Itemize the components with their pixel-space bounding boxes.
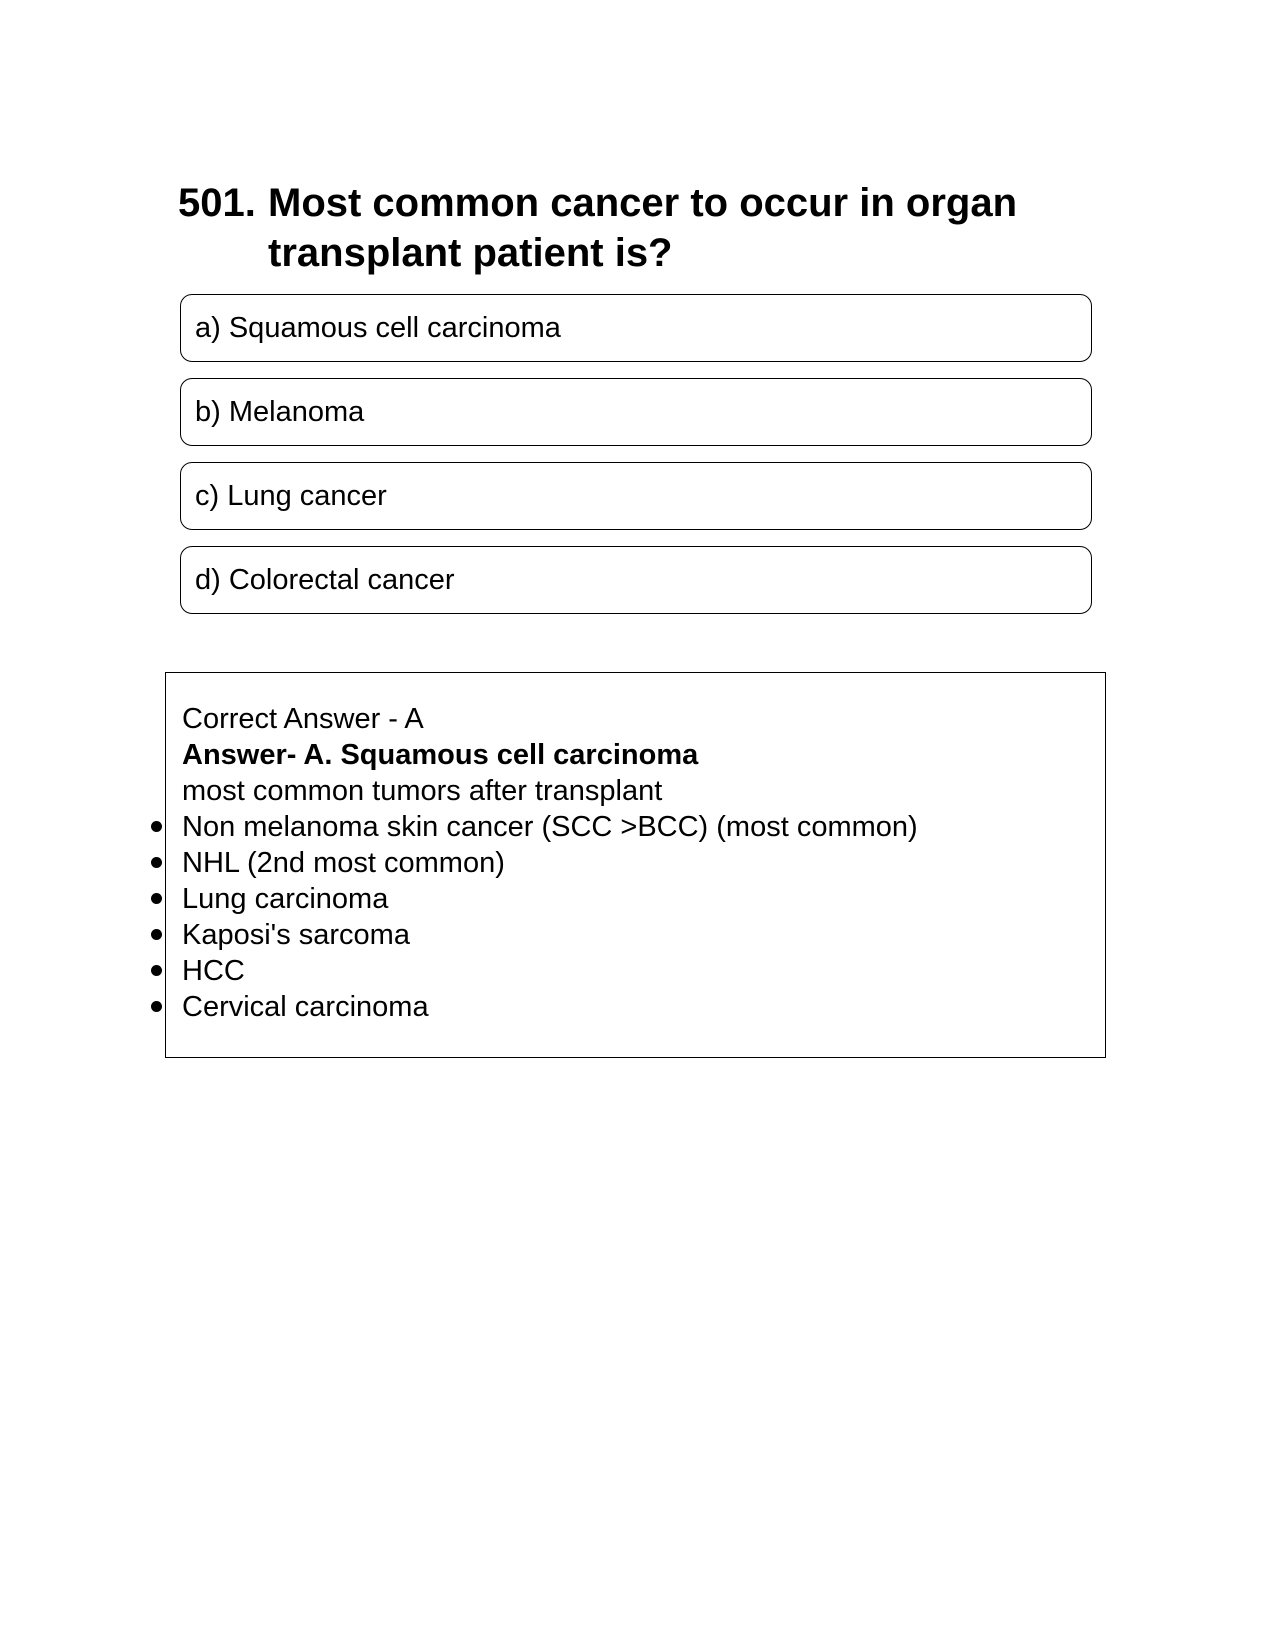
question-text: Most common cancer to occur in organ transplant patient is? — [268, 181, 1018, 275]
bullet-icon — [151, 965, 162, 976]
bullet-icon — [151, 821, 162, 832]
option-a[interactable] — [180, 294, 1092, 362]
option-d[interactable] — [180, 546, 1092, 614]
list-item — [182, 809, 918, 845]
list-item — [182, 845, 918, 881]
list-item — [182, 989, 918, 1025]
bullet-icon — [151, 929, 162, 940]
option-b[interactable] — [180, 378, 1092, 446]
list-item — [182, 953, 918, 989]
answer-explanation-box — [165, 672, 1106, 1058]
list-item-text: Non melanoma skin cancer (SCC >BCC) (most common) — [182, 811, 918, 843]
option-d-label: d) Colorectal cancer — [195, 563, 455, 596]
list-item-text: Kaposi's sarcoma — [182, 919, 410, 951]
bullet-icon — [151, 1001, 162, 1012]
option-c[interactable] — [180, 462, 1092, 530]
list-item-text: NHL (2nd most common) — [182, 847, 505, 879]
bullet-icon — [151, 893, 162, 904]
correct-answer-line: Correct Answer - A — [182, 703, 424, 735]
option-c-label: c) Lung cancer — [195, 479, 387, 512]
list-item-text: HCC — [182, 955, 245, 987]
question-heading — [178, 178, 1098, 278]
answer-title: Answer- A. Squamous cell carcinoma — [182, 739, 699, 771]
bullet-icon — [151, 857, 162, 868]
tumor-bullet-list — [182, 809, 918, 1025]
list-item — [182, 917, 918, 953]
list-item — [182, 881, 918, 917]
answer-intro: most common tumors after transplant — [182, 775, 663, 807]
answer-content — [182, 701, 918, 1025]
list-item-text: Lung carcinoma — [182, 883, 389, 915]
list-item-text: Cervical carcinoma — [182, 991, 429, 1023]
option-b-label: b) Melanoma — [195, 395, 365, 428]
question-number: 501. — [178, 181, 256, 225]
option-a-label: a) Squamous cell carcinoma — [195, 311, 561, 344]
options-list — [180, 294, 1092, 630]
